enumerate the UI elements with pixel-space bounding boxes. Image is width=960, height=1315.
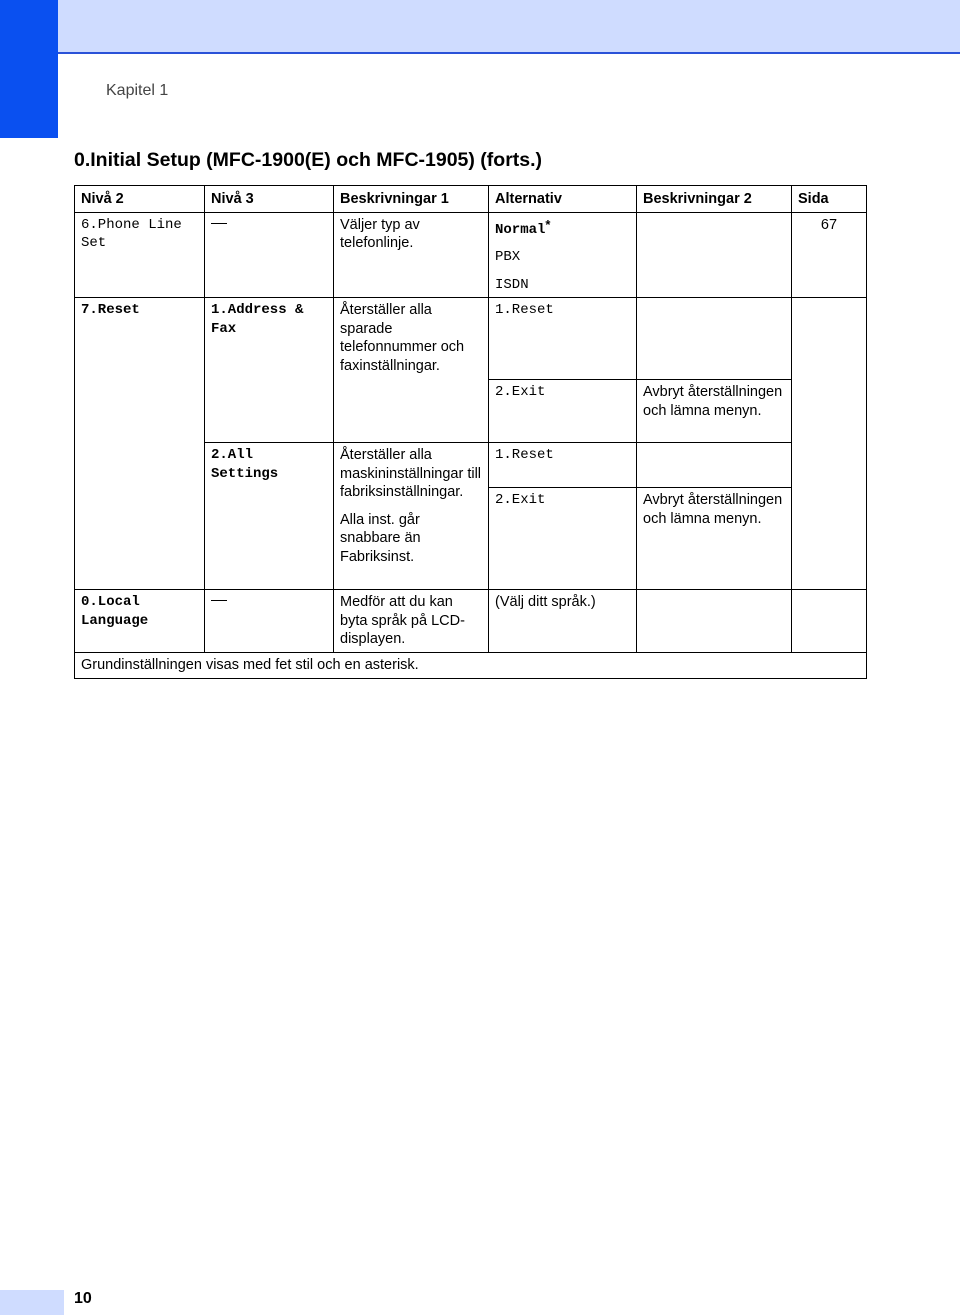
col-header-page: Sida: [792, 186, 867, 213]
reset-page: [792, 298, 867, 590]
phone-line-desc1: Väljer typ av telefonlinje.: [334, 212, 489, 298]
dash-mark: [211, 223, 227, 224]
local-language-desc1: Medför att du kan byta språk på LCD-displayen.: [334, 590, 489, 653]
option-pbx: PBX: [495, 249, 521, 265]
settings-table: [74, 185, 867, 679]
all-settings-desc1-b: Alla inst. går snabbare än Fabriksinst.: [340, 511, 421, 565]
local-language-desc2: [637, 590, 792, 653]
table-row: [75, 212, 867, 298]
col-header-desc2: Beskrivningar 2: [637, 186, 792, 213]
table-row: [75, 590, 867, 653]
local-language-option: (Välj ditt språk.): [489, 590, 637, 653]
col-header-options: Alternativ: [489, 186, 637, 213]
phone-line-level2: 6.Phone Line Set: [75, 212, 205, 298]
table-row: [75, 443, 867, 488]
table-footnote: Grundinställningen visas med fet stil och en asterisk.: [75, 653, 867, 679]
all-settings-opt-exit: 2.Exit: [489, 488, 637, 590]
reset-level2: 7.Reset: [75, 298, 205, 380]
all-settings-desc1: [334, 443, 489, 590]
table-footnote-row: [75, 653, 867, 679]
reset-level2-cont2: [75, 443, 205, 590]
table-header-row: [75, 186, 867, 213]
address-fax-opt-exit: 2.Exit: [489, 380, 637, 443]
option-isdn: ISDN: [495, 276, 529, 293]
chapter-tab-marker: [0, 0, 58, 138]
phone-line-options: [489, 212, 637, 298]
address-fax-desc2-empty: [637, 298, 792, 380]
all-settings-desc1-a: Återställer alla maskininställningar till fabriksinställningar.: [340, 447, 482, 500]
all-settings-desc2-empty: [637, 443, 792, 488]
reset-level2-cont: [75, 380, 205, 443]
page-title: 0.Initial Setup (MFC-1900(E) och MFC-1905) (forts.): [74, 149, 543, 171]
local-language-level2: 0.Local Language: [75, 590, 205, 653]
address-fax-opt-reset: 1.Reset: [489, 298, 637, 380]
all-settings-level3: 2.All Settings: [205, 443, 334, 590]
header-rule: [58, 52, 960, 54]
local-language-level3: [205, 590, 334, 653]
table-row: [75, 298, 867, 380]
chapter-label: Kapitel 1: [106, 82, 169, 99]
all-settings-opt-reset: 1.Reset: [489, 443, 637, 488]
dash-mark: [211, 600, 227, 601]
phone-line-page: 67: [792, 212, 867, 298]
phone-line-level3: [205, 212, 334, 298]
address-fax-exit-desc: Avbryt återställningen och lämna menyn.: [637, 380, 792, 443]
address-fax-desc1: Återställer alla sparade telefonnummer och faxinställningar.: [334, 298, 489, 443]
page-number-bar: [0, 1290, 64, 1315]
col-header-level3: Nivå 3: [205, 186, 334, 213]
local-language-page: [792, 590, 867, 653]
address-fax-level3: 1.Address & Fax: [205, 298, 334, 443]
col-header-level2: Nivå 2: [75, 186, 205, 213]
all-settings-exit-desc: Avbryt återställningen och lämna menyn.: [637, 488, 792, 590]
page-number: 10: [74, 1290, 92, 1307]
phone-line-desc2: [637, 212, 792, 298]
header-band: [0, 0, 960, 54]
option-normal: Normal*: [495, 216, 551, 238]
col-header-desc1: Beskrivningar 1: [334, 186, 489, 213]
